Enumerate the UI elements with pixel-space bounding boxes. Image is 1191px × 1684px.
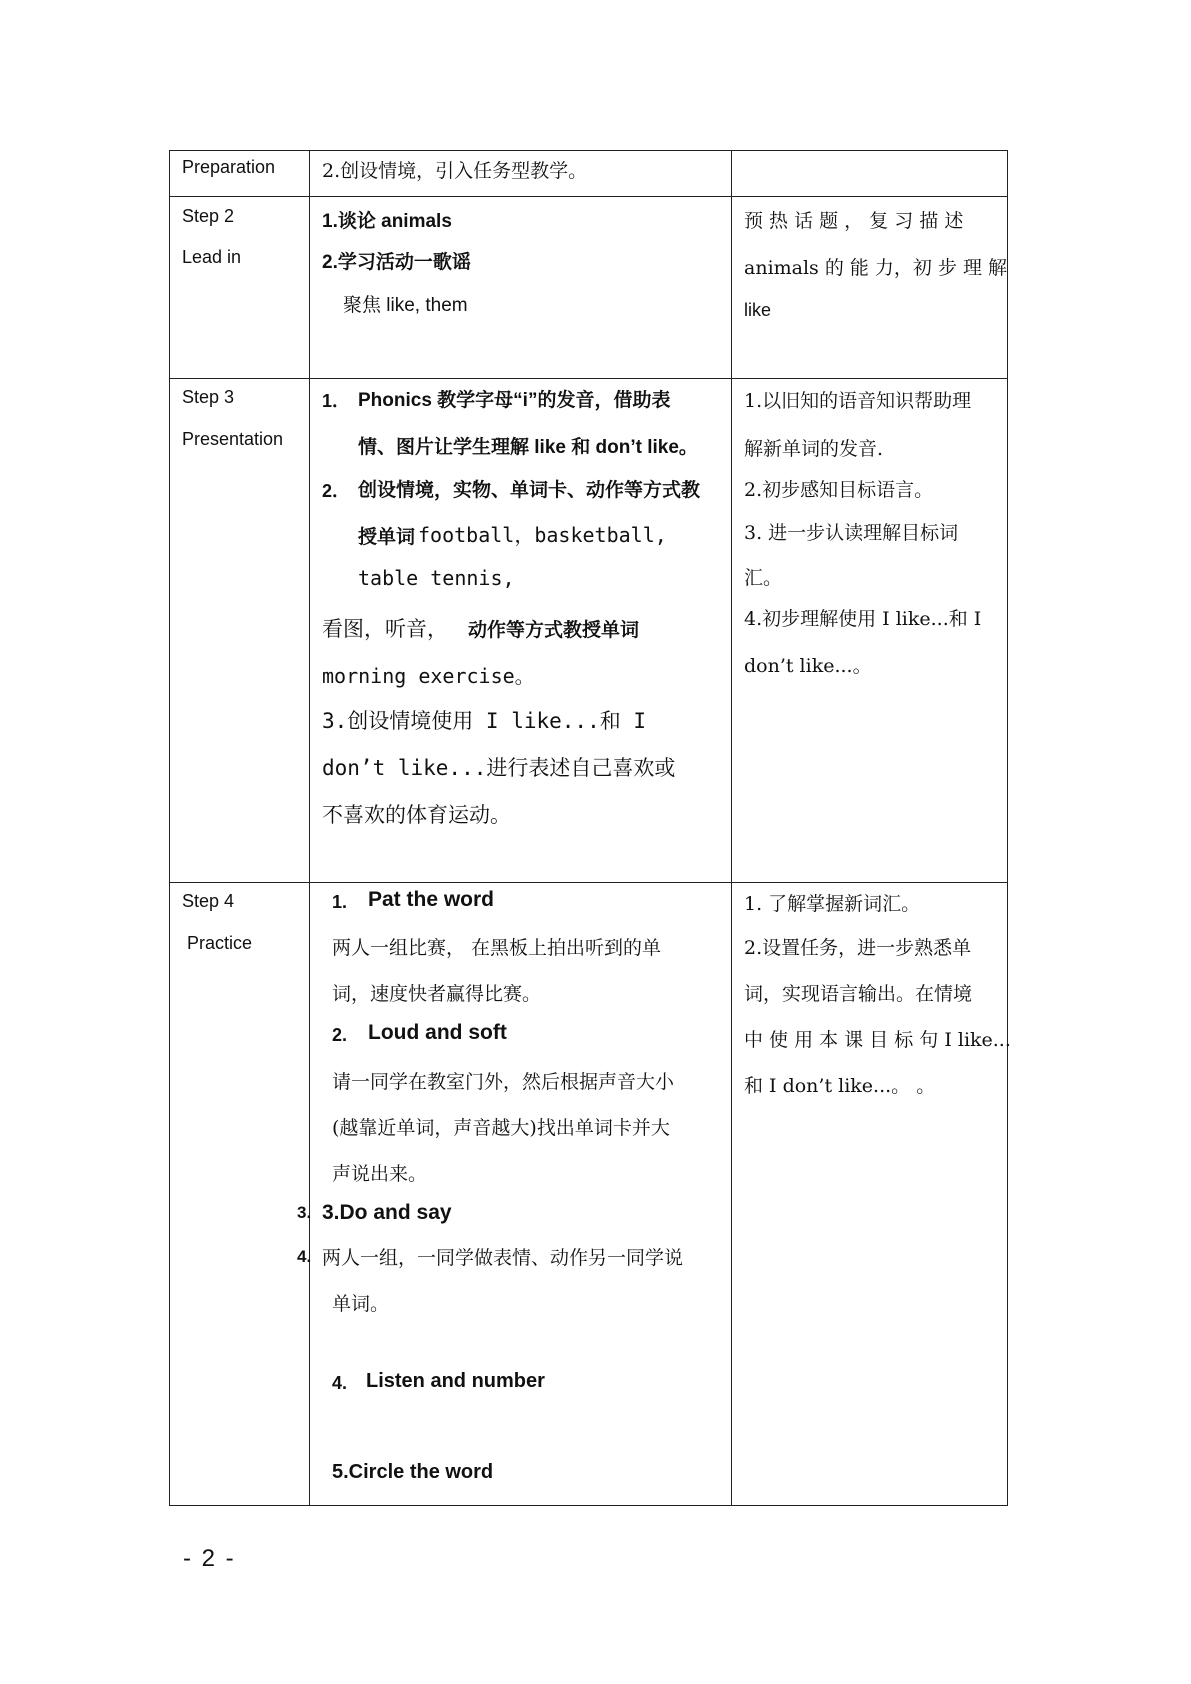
activity-cell [310, 197, 732, 379]
step-cell [170, 151, 310, 197]
activity-text: Phonics 教学字母“i”的发音，借助表 [358, 390, 671, 411]
activity-text: 不喜欢的体育运动。 [322, 803, 511, 827]
purpose-text: 3. 进一步认读理解目标词 [744, 522, 959, 544]
activity-text: 请一同学在教室门外，然后根据声音大小 [332, 1071, 675, 1093]
table-row-step3 [170, 379, 1008, 883]
activity-text: (越靠近单词，声音越大)找出单词卡并大 [332, 1117, 670, 1139]
purpose-text: like [744, 300, 772, 320]
step-label: Step 2 [182, 206, 235, 226]
activity-text: 声说出来。 [332, 1163, 428, 1185]
activity-cell [297, 883, 732, 1506]
list-number: 1． [322, 391, 351, 411]
activity-cell [310, 151, 732, 197]
list-number: 3. [297, 1203, 312, 1222]
list-number: 2. [332, 1025, 348, 1045]
purpose-text: 和 I don’t like...。 。 [744, 1075, 936, 1097]
activity-cell [310, 379, 732, 883]
purpose-text: don’t like...。 [744, 655, 872, 677]
purpose-text: 预 热 话 题 ， 复 习 描 述 [744, 210, 964, 232]
activity-text: 看图，听音， [322, 617, 448, 641]
activity-heading: Listen and number [366, 1370, 545, 1392]
purpose-text: 词，实现语言输出。在情境 [744, 983, 973, 1005]
purpose-text: 解新单词的发音. [744, 438, 884, 460]
purpose-cell [732, 379, 1008, 883]
activity-text: 单词。 [332, 1293, 390, 1315]
activity-text: don’t like...进行表述自己喜欢或 [322, 756, 676, 780]
activity-heading: 3.Do and say [322, 1201, 452, 1224]
activity-heading: Pat the word [368, 888, 495, 911]
step-sublabel: Practice [187, 933, 253, 953]
activity-text: 情、图片让学生理解 like 和 don’t like。 [358, 437, 698, 458]
purpose-text: 1. 了解掌握新词汇。 [744, 893, 921, 915]
step-label: Step 3 [182, 387, 235, 407]
purpose-text: 1.以旧知的语音知识帮助理 [744, 390, 972, 412]
step-cell [170, 379, 310, 883]
activity-text: 2.创设情境，引入任务型教学。 [322, 160, 588, 182]
list-number: 1. [332, 892, 348, 912]
activity-text: 创设情境，实物、单词卡、动作等方式教 [358, 480, 701, 501]
purpose-text: 汇。 [744, 567, 783, 589]
activity-text: 1.谈论 animals [322, 211, 452, 232]
purpose-cell [732, 151, 1008, 197]
activity-text: 授单词 [358, 527, 416, 548]
purpose-text: 2.初步感知目标语言。 [744, 479, 934, 501]
list-number: 2． [322, 481, 351, 501]
activity-text: football，basketball, [418, 523, 667, 547]
step-sublabel: Presentation [182, 429, 284, 449]
activity-text: 两人一组，一同学做表情、动作另一同学说 [322, 1247, 684, 1269]
step-cell [170, 883, 310, 1506]
lesson-plan-table [169, 150, 1011, 1506]
page-number: - 2 - [183, 1545, 236, 1572]
step-cell [170, 197, 310, 379]
table-row-step2 [170, 197, 1008, 379]
purpose-text: 4.初步理解使用 I like...和 I [744, 608, 982, 630]
activity-text: table tennis, [358, 566, 515, 590]
activity-text: morning exercise。 [322, 664, 535, 688]
activity-text: 聚焦 like, them [343, 295, 468, 316]
purpose-cell [732, 883, 1011, 1506]
purpose-cell [732, 197, 1008, 379]
activity-heading: 5.Circle the word [332, 1461, 494, 1483]
purpose-text: 中 使 用 本 课 目 标 句 I like... [744, 1029, 1011, 1051]
activity-text: 两人一组比赛， 在黑板上拍出听到的单 [332, 937, 662, 959]
purpose-text: 2.设置任务，进一步熟悉单 [744, 937, 972, 959]
step-sublabel: Lead in [182, 247, 242, 267]
activity-text: 3.创设情境使用 I like...和 I [322, 709, 647, 733]
step-label: Preparation [182, 157, 276, 177]
activity-text: 词，速度快者赢得比赛。 [332, 983, 542, 1005]
list-number: 4. [332, 1373, 348, 1393]
list-number: 4. [297, 1247, 312, 1266]
table-row-step4 [170, 883, 1008, 1506]
activity-text: 2.学习活动一歌谣 [322, 252, 471, 273]
table-row-preparation [170, 151, 1008, 197]
step-label: Step 4 [182, 891, 235, 911]
activity-heading: Loud and soft [368, 1021, 507, 1044]
activity-text: 动作等方式教授单词 [468, 620, 640, 641]
purpose-text: animals 的 能 力，初 步 理 解 [744, 257, 1008, 279]
